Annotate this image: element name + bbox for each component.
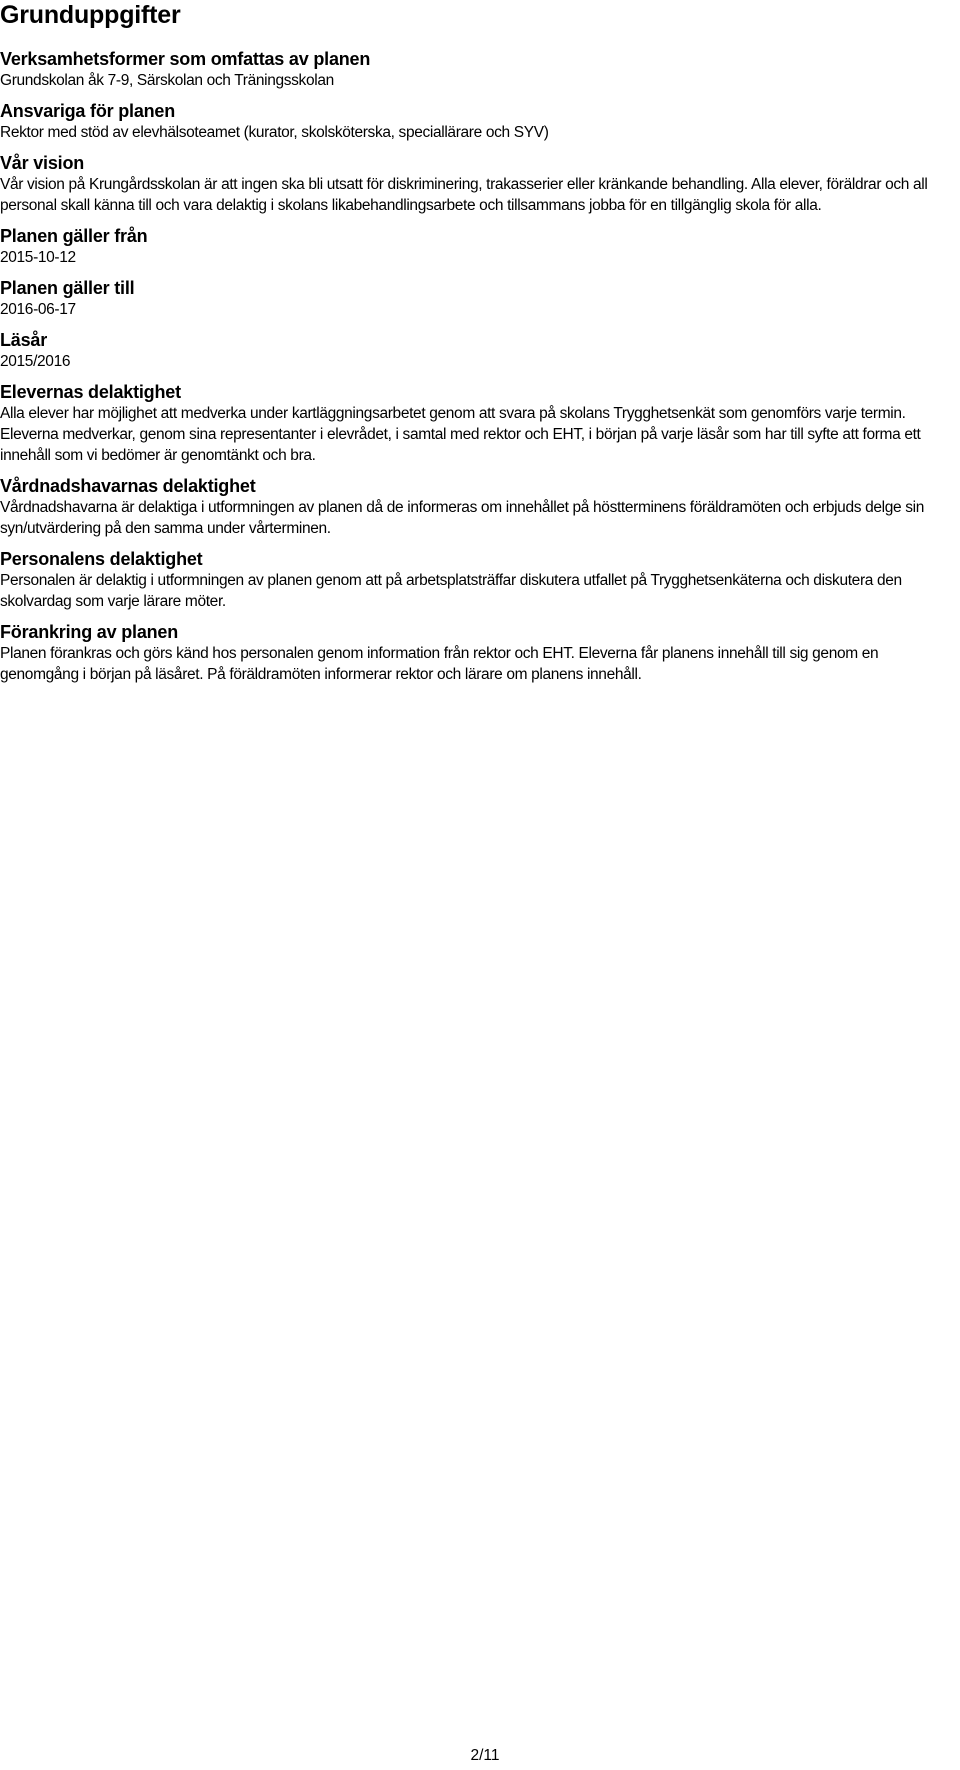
section-body: Grundskolan åk 7-9, Särskolan och Träningsskolan — [0, 72, 334, 89]
section-planen-galler-till — [0, 278, 958, 320]
section-body: Rektor med stöd av elevhälsoteamet (kurator, skolsköterska, speciallärare och SYV) — [0, 124, 549, 141]
section-verksamhetsformer — [0, 49, 958, 91]
section-planen-galler-fran — [0, 226, 958, 268]
section-personalens-delaktighet — [0, 549, 958, 612]
page-number: 2/11 — [470, 1747, 500, 1764]
section-body: Planen förankras och görs känd hos personalen genom information från rektor och EHT. Eleverna får planens innehåll till sig genom en genomgång i början på läsåret. På föräldramöten informerar rektor och lärare om planens innehåll. — [0, 645, 879, 683]
section-lasar — [0, 330, 958, 372]
section-heading: Ansvariga för planen — [0, 101, 176, 121]
section-heading: Verksamhetsformer som omfattas av planen — [0, 49, 371, 69]
section-heading: Förankring av planen — [0, 622, 179, 642]
section-vardnadshavarnas-delaktighet — [0, 476, 958, 539]
section-heading: Planen gäller till — [0, 278, 135, 298]
section-heading: Läsår — [0, 330, 48, 350]
section-body: 2015/2016 — [0, 353, 71, 370]
section-forankring — [0, 622, 958, 685]
section-var-vision — [0, 153, 958, 216]
section-body: Vår vision på Krungårdsskolan är att ingen ska bli utsatt för diskriminering, trakasserier eller kränkande behandling. Alla elever, föräldrar och all personal skall känna till och vara delaktig i skolans likabehandlingsarbete och tillsammans jobba för en tillgänglig skola för alla. — [0, 176, 928, 214]
section-body: Alla elever har möjlighet att medverka under kartläggningsarbetet genom att svara på skolans Trygghetsenkät som genomförs varje termin. Eleverna medverkar, genom sina representanter i elevrådet, i samtal med rektor och EHT, i början på varje läsår som har till syfte att forma ett innehåll som vi bedömer är genomtänkt och bra. — [0, 405, 921, 464]
section-body: Personalen är delaktig i utformningen av planen genom att på arbetsplatsträffar diskutera utfallet på Trygghetsenkäterna och diskutera den skolvardag som varje lärare möter. — [0, 572, 902, 610]
section-heading: Vårdnadshavarnas delaktighet — [0, 476, 256, 496]
section-body: 2016-06-17 — [0, 301, 76, 318]
document-content — [0, 49, 958, 695]
section-heading: Planen gäller från — [0, 226, 148, 246]
section-ansvariga — [0, 101, 958, 143]
document-title: Grunduppgifter — [0, 1, 181, 29]
section-body: 2015-10-12 — [0, 249, 76, 266]
section-heading: Vår vision — [0, 153, 85, 173]
section-body: Vårdnadshavarna är delaktiga i utformningen av planen då de informeras om innehållet på höstterminens föräldramöten och erbjuds delge sin syn/utvärdering på den samma under vårterminen. — [0, 499, 924, 537]
section-elevernas-delaktighet — [0, 382, 958, 466]
section-heading: Elevernas delaktighet — [0, 382, 181, 402]
section-heading: Personalens delaktighet — [0, 549, 203, 569]
